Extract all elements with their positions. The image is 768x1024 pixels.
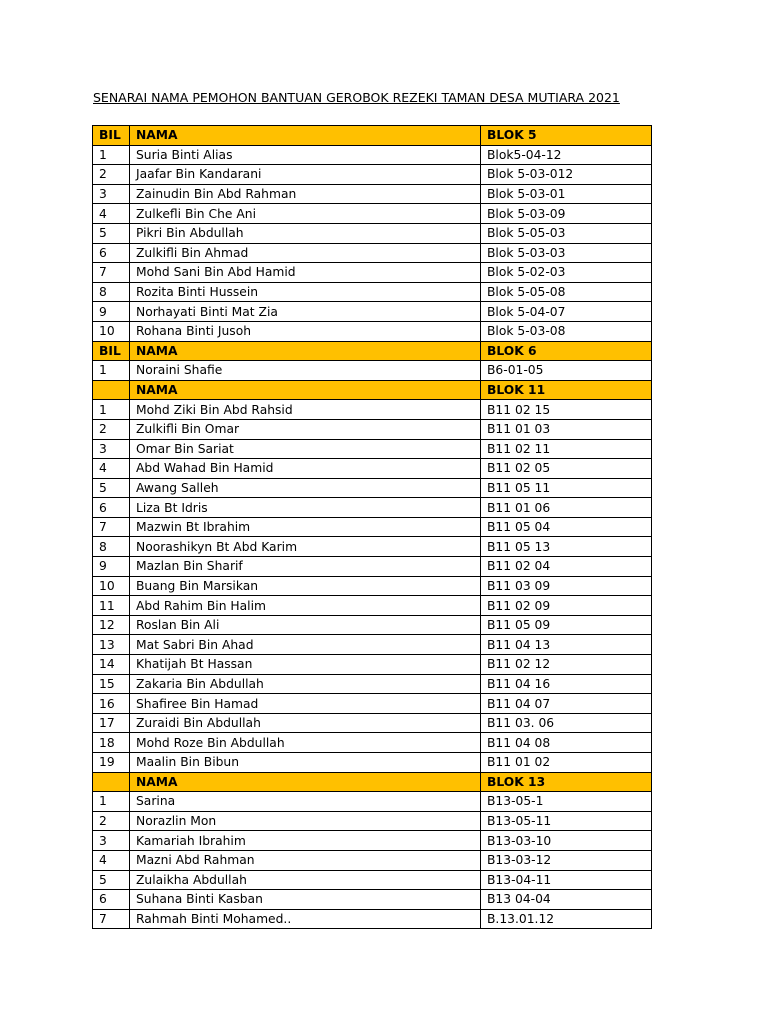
bil-cell: 9 <box>93 302 130 322</box>
blok-cell: Blok 5-03-08 <box>481 321 652 341</box>
table-row <box>93 713 652 733</box>
blok-cell: Blok 5-03-012 <box>481 165 652 185</box>
table-row <box>93 792 652 812</box>
blok-cell: B11 04 13 <box>481 635 652 655</box>
bil-cell: 3 <box>93 439 130 459</box>
bil-cell: 12 <box>93 615 130 635</box>
blok-cell: B11 03. 06 <box>481 713 652 733</box>
section-header-row <box>93 126 652 146</box>
table-row <box>93 655 652 675</box>
nama-cell: Noorashikyn Bt Abd Karim <box>130 537 481 557</box>
table-row <box>93 831 652 851</box>
nama-cell: Sarina <box>130 792 481 812</box>
bil-cell: 17 <box>93 713 130 733</box>
table-row <box>93 615 652 635</box>
table-row <box>93 635 652 655</box>
blok-cell: Blok5-04-12 <box>481 145 652 165</box>
section-header-row <box>93 772 652 792</box>
bil-cell: 6 <box>93 498 130 518</box>
table-row <box>93 537 652 557</box>
bil-cell: 1 <box>93 145 130 165</box>
nama-cell: Rahmah Binti Mohamed.. <box>130 909 481 929</box>
blok-cell: B13 04-04 <box>481 890 652 910</box>
blok-cell: B13-05-11 <box>481 811 652 831</box>
table-row <box>93 204 652 224</box>
blok-cell: B11 05 11 <box>481 478 652 498</box>
blok-cell: B11 04 07 <box>481 694 652 714</box>
table-row <box>93 302 652 322</box>
bil-cell: 5 <box>93 870 130 890</box>
nama-cell: Zakaria Bin Abdullah <box>130 674 481 694</box>
table-row <box>93 870 652 890</box>
bil-cell: 14 <box>93 655 130 675</box>
nama-cell: Suria Binti Alias <box>130 145 481 165</box>
nama-cell: Mazlan Bin Sharif <box>130 557 481 577</box>
bil-cell: 13 <box>93 635 130 655</box>
nama-cell: Norazlin Mon <box>130 811 481 831</box>
blok-cell: B11 05 09 <box>481 615 652 635</box>
blok-cell: B.13.01.12 <box>481 909 652 929</box>
document-title: SENARAI NAMA PEMOHON BANTUAN GEROBOK REZEKI TAMAN DESA MUTIARA 2021 <box>93 90 620 105</box>
nama-cell: Rozita Binti Hussein <box>130 282 481 302</box>
bil-cell: 7 <box>93 909 130 929</box>
bil-cell: 3 <box>93 184 130 204</box>
table-row <box>93 459 652 479</box>
bil-cell: 15 <box>93 674 130 694</box>
blok-cell: B11 02 04 <box>481 557 652 577</box>
header-nama-cell: NAMA <box>130 126 481 146</box>
applicant-table <box>92 125 652 929</box>
bil-cell: 9 <box>93 557 130 577</box>
table-row <box>93 517 652 537</box>
bil-cell: 8 <box>93 282 130 302</box>
table-row <box>93 263 652 283</box>
table-row <box>93 596 652 616</box>
table-row <box>93 223 652 243</box>
bil-cell: 4 <box>93 459 130 479</box>
blok-cell: Blok 5-03-09 <box>481 204 652 224</box>
header-blok-cell: BLOK 13 <box>481 772 652 792</box>
bil-cell: 7 <box>93 263 130 283</box>
header-bil-cell <box>93 380 130 400</box>
nama-cell: Zulkifli Bin Ahmad <box>130 243 481 263</box>
blok-cell: Blok 5-02-03 <box>481 263 652 283</box>
bil-cell: 19 <box>93 753 130 773</box>
blok-cell: B11 02 09 <box>481 596 652 616</box>
nama-cell: Noraini Shafie <box>130 361 481 381</box>
nama-cell: Buang Bin Marsikan <box>130 576 481 596</box>
nama-cell: Awang Salleh <box>130 478 481 498</box>
bil-cell: 4 <box>93 850 130 870</box>
table-row <box>93 909 652 929</box>
blok-cell: B11 02 05 <box>481 459 652 479</box>
table-row <box>93 478 652 498</box>
bil-cell: 1 <box>93 792 130 812</box>
table-row <box>93 184 652 204</box>
table-row <box>93 811 652 831</box>
table-row <box>93 400 652 420</box>
table-row <box>93 145 652 165</box>
table-row <box>93 419 652 439</box>
header-blok-cell: BLOK 6 <box>481 341 652 361</box>
blok-cell: B11 02 15 <box>481 400 652 420</box>
bil-cell: 8 <box>93 537 130 557</box>
blok-cell: B13-05-1 <box>481 792 652 812</box>
blok-cell: B13-04-11 <box>481 870 652 890</box>
section-header-row <box>93 341 652 361</box>
nama-cell: Zulkifli Bin Omar <box>130 419 481 439</box>
blok-cell: B11 01 06 <box>481 498 652 518</box>
bil-cell: 18 <box>93 733 130 753</box>
header-nama-cell: NAMA <box>130 772 481 792</box>
header-bil-cell: BIL <box>93 341 130 361</box>
nama-cell: Pikri Bin Abdullah <box>130 223 481 243</box>
blok-cell: Blok 5-05-08 <box>481 282 652 302</box>
table-row <box>93 674 652 694</box>
bil-cell: 4 <box>93 204 130 224</box>
nama-cell: Kamariah Ibrahim <box>130 831 481 851</box>
blok-cell: B6-01-05 <box>481 361 652 381</box>
header-nama-cell: NAMA <box>130 341 481 361</box>
bil-cell: 16 <box>93 694 130 714</box>
bil-cell: 7 <box>93 517 130 537</box>
nama-cell: Zulaikha Abdullah <box>130 870 481 890</box>
table-row <box>93 694 652 714</box>
table-row <box>93 557 652 577</box>
table-row <box>93 753 652 773</box>
table-row <box>93 439 652 459</box>
bil-cell: 5 <box>93 478 130 498</box>
bil-cell: 6 <box>93 243 130 263</box>
blok-cell: B11 03 09 <box>481 576 652 596</box>
nama-cell: Zainudin Bin Abd Rahman <box>130 184 481 204</box>
nama-cell: Rohana Binti Jusoh <box>130 321 481 341</box>
nama-cell: Omar Bin Sariat <box>130 439 481 459</box>
bil-cell: 2 <box>93 419 130 439</box>
header-blok-cell: BLOK 5 <box>481 126 652 146</box>
bil-cell: 6 <box>93 890 130 910</box>
blok-cell: Blok 5-03-01 <box>481 184 652 204</box>
nama-cell: Abd Wahad Bin Hamid <box>130 459 481 479</box>
table-row <box>93 361 652 381</box>
nama-cell: Jaafar Bin Kandarani <box>130 165 481 185</box>
nama-cell: Norhayati Binti Mat Zia <box>130 302 481 322</box>
section-header-row <box>93 380 652 400</box>
table-row <box>93 165 652 185</box>
bil-cell: 2 <box>93 811 130 831</box>
header-bil-cell <box>93 772 130 792</box>
nama-cell: Abd Rahim Bin Halim <box>130 596 481 616</box>
nama-cell: Mohd Sani Bin Abd Hamid <box>130 263 481 283</box>
blok-cell: B11 04 08 <box>481 733 652 753</box>
bil-cell: 5 <box>93 223 130 243</box>
blok-cell: Blok 5-05-03 <box>481 223 652 243</box>
nama-cell: Mohd Roze Bin Abdullah <box>130 733 481 753</box>
blok-cell: B11 02 11 <box>481 439 652 459</box>
table-row <box>93 321 652 341</box>
table-row <box>93 733 652 753</box>
nama-cell: Mazni Abd Rahman <box>130 850 481 870</box>
blok-cell: B13-03-10 <box>481 831 652 851</box>
bil-cell: 3 <box>93 831 130 851</box>
applicant-table-body <box>93 126 652 929</box>
nama-cell: Maalin Bin Bibun <box>130 753 481 773</box>
nama-cell: Roslan Bin Ali <box>130 615 481 635</box>
bil-cell: 1 <box>93 400 130 420</box>
bil-cell: 2 <box>93 165 130 185</box>
blok-cell: B11 04 16 <box>481 674 652 694</box>
nama-cell: Mat Sabri Bin Ahad <box>130 635 481 655</box>
blok-cell: Blok 5-04-07 <box>481 302 652 322</box>
table-row <box>93 850 652 870</box>
nama-cell: Zuraidi Bin Abdullah <box>130 713 481 733</box>
header-blok-cell: BLOK 11 <box>481 380 652 400</box>
nama-cell: Zulkefli Bin Che Ani <box>130 204 481 224</box>
blok-cell: B11 05 04 <box>481 517 652 537</box>
blok-cell: B13-03-12 <box>481 850 652 870</box>
nama-cell: Suhana Binti Kasban <box>130 890 481 910</box>
blok-cell: B11 01 02 <box>481 753 652 773</box>
nama-cell: Khatijah Bt Hassan <box>130 655 481 675</box>
nama-cell: Mohd Ziki Bin Abd Rahsid <box>130 400 481 420</box>
table-row <box>93 282 652 302</box>
table-row <box>93 498 652 518</box>
table-row <box>93 890 652 910</box>
blok-cell: Blok 5-03-03 <box>481 243 652 263</box>
table-row <box>93 243 652 263</box>
nama-cell: Mazwin Bt Ibrahim <box>130 517 481 537</box>
blok-cell: B11 05 13 <box>481 537 652 557</box>
header-nama-cell: NAMA <box>130 380 481 400</box>
blok-cell: B11 02 12 <box>481 655 652 675</box>
table-row <box>93 576 652 596</box>
bil-cell: 10 <box>93 576 130 596</box>
bil-cell: 10 <box>93 321 130 341</box>
bil-cell: 11 <box>93 596 130 616</box>
blok-cell: B11 01 03 <box>481 419 652 439</box>
bil-cell: 1 <box>93 361 130 381</box>
nama-cell: Liza Bt Idris <box>130 498 481 518</box>
header-bil-cell: BIL <box>93 126 130 146</box>
nama-cell: Shafiree Bin Hamad <box>130 694 481 714</box>
